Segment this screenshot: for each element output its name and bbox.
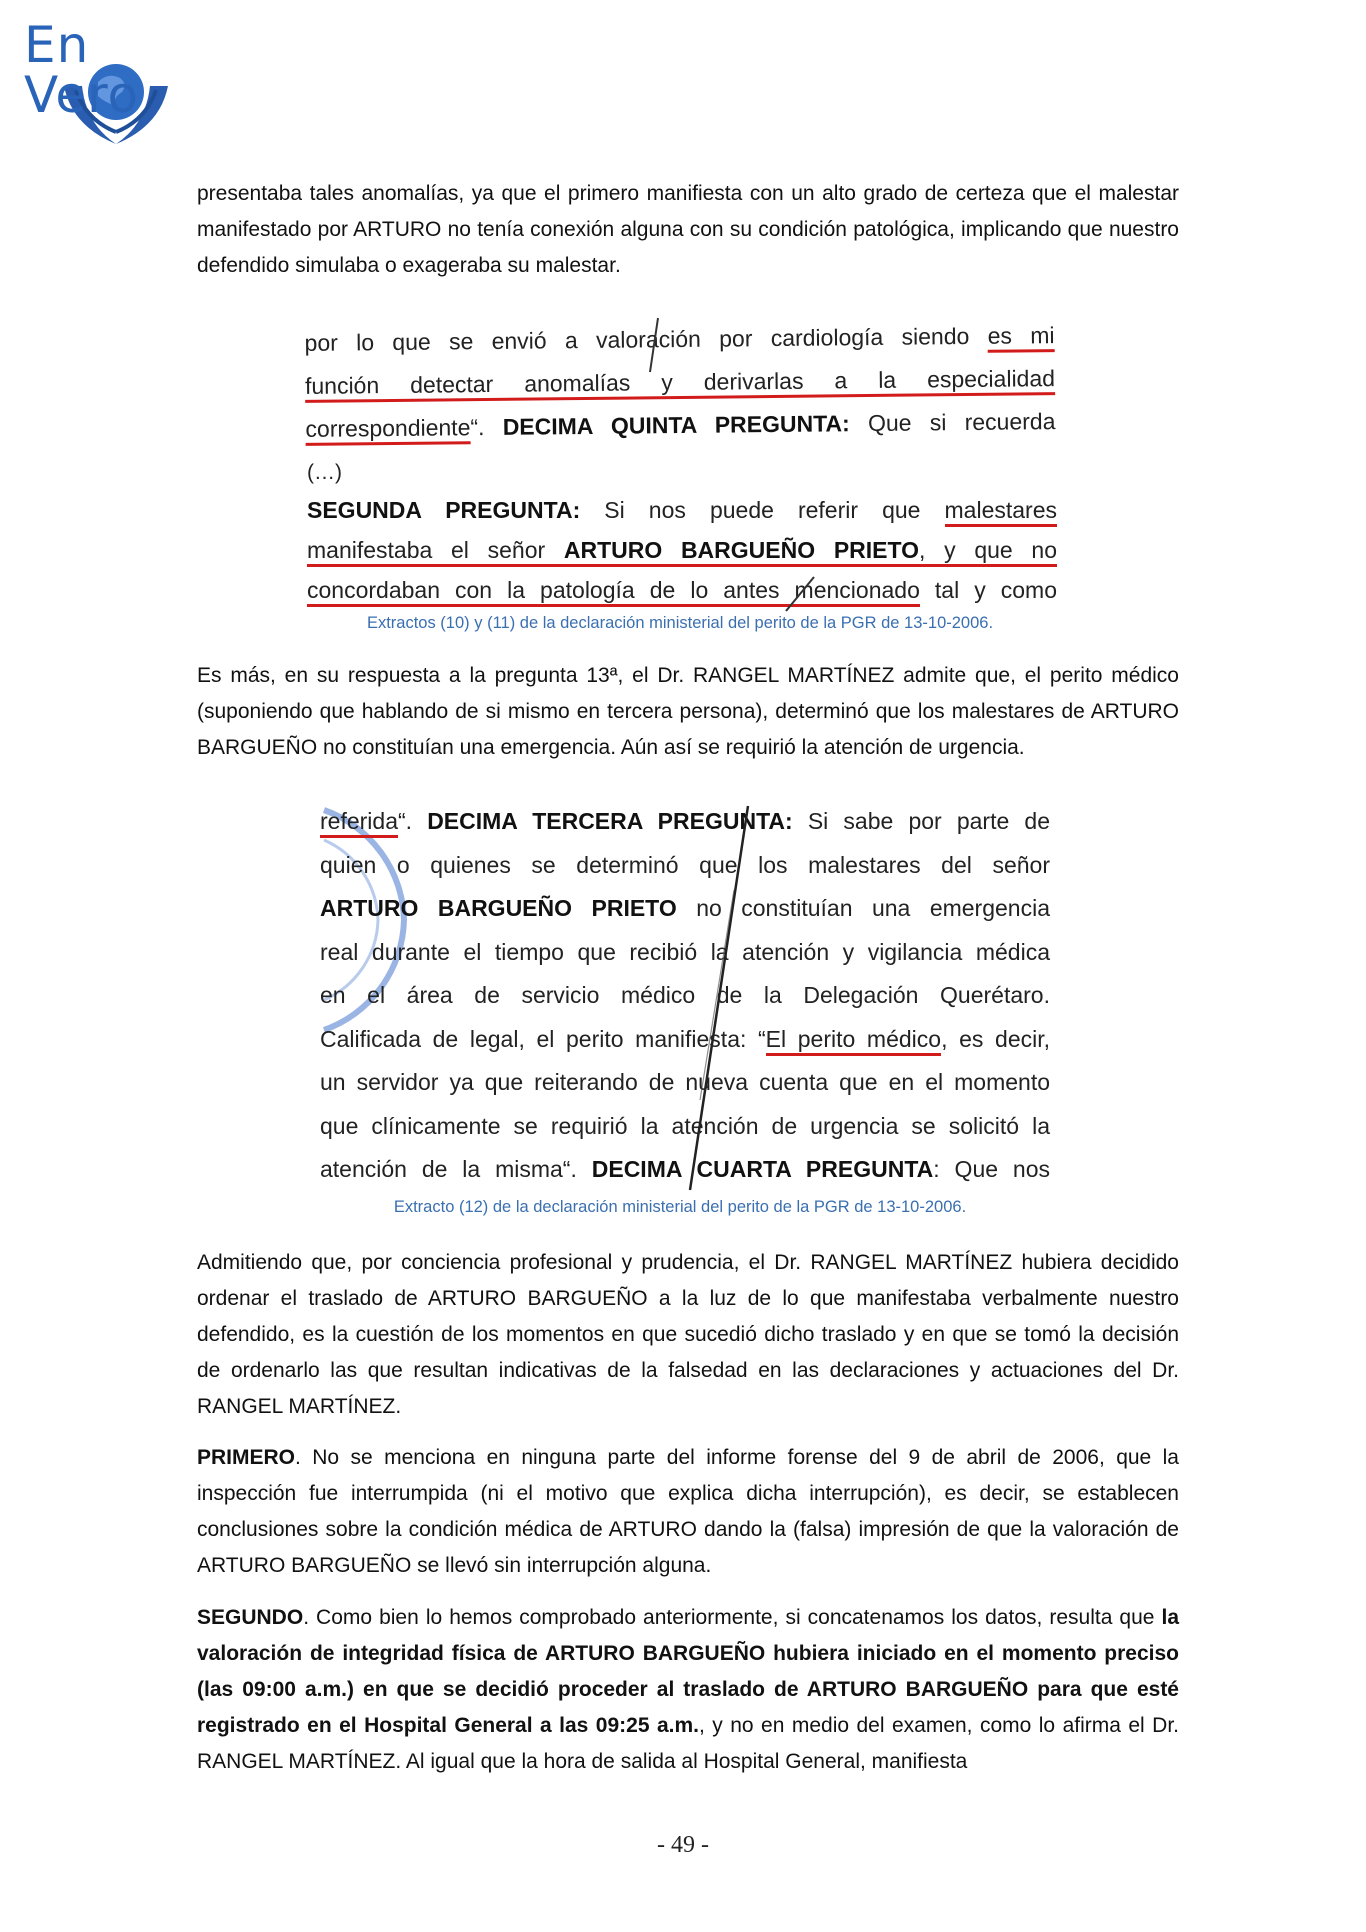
excerpt-2-line-7: un servidor ya que reiterando de nueva cuenta que en el momento: [320, 1069, 1050, 1095]
excerpt-2-line-8: que clínicamente se requirió la atención de urgencia se solicitó la: [320, 1112, 1050, 1139]
excerpt-2-line-3: ARTURO BARGUEÑO PRIETO no constituían una emergencia: [320, 895, 1050, 921]
logo-text: En Vero: [24, 16, 140, 124]
paragraph-5-label: SEGUNDO: [197, 1606, 304, 1629]
excerpt-1-line-7: concordaban con la patología de lo antes mencionado tal y como: [307, 570, 1057, 610]
excerpt-1-caption: Extractos (10) y (11) de la declaración ministerial del perito de la PGR de 13-10-2006.: [366, 614, 994, 632]
pen-mark-1: [640, 316, 670, 376]
page-number: - 49 -: [657, 1832, 709, 1858]
paragraph-4-text: . No se menciona en ninguna parte del informe forense del 9 de abril de 2006, que la inspección fue interrumpida (ni el motivo que explica dicha interrupción), es decir, se establecen conclusiones sobre la condición médica de ARTURO dando la (falsa) impresión de que la valoración de ARTURO BARGUEÑO se llevó sin interrupción alguna.: [197, 1446, 1179, 1577]
excerpt-2-caption: Extracto (12) de la declaración ministerial del perito de la PGR de 13-10-2006.: [393, 1198, 967, 1216]
excerpt-1-scan-lower: [307, 456, 1057, 610]
excerpt-2-line-5: en el área de servicio médico de la Delegación Querétaro.: [320, 982, 1050, 1008]
paragraph-4: [197, 1440, 1179, 1584]
excerpt-2-line-4: real durante el tiempo que recibió la atención y vigilancia médica: [320, 938, 1050, 965]
excerpt-1-line-3: correspondiente“. DECIMA QUINTA PREGUNTA: Que si recuerda: [305, 400, 1055, 451]
paragraph-5: SEGUNDO. Como bien lo hemos comprobado anteriormente, si concatenamos los datos, resulta que la valoración de integridad física de ARTURO BARGUEÑO hubiera iniciado en el momento preciso (las 09:00 a.m.) en que se decidió proceder al traslado de ARTURO BARGUEÑO para que esté registrado en el Hospital General a las 09:25 a.m., y no en medio del examen, como lo afirma el Dr. RANGEL MARTÍNEZ. Al igual que la hora de salida al Hospital General, manifiesta: [197, 1606, 1179, 1773]
excerpt-1-line-2: función detectar anomalías y derivarlas a la especialidad: [305, 357, 1055, 408]
excerpt-1-line-1: por lo que se envió a valoración por cardiología siendo es mi: [304, 322, 1055, 356]
excerpt-2-line-6: Calificada de legal, el perito manifiesta: “El perito médico, es decir,: [320, 1018, 1050, 1062]
excerpt-1-line-6: manifestaba el señor ARTURO BARGUEÑO PRIETO, y que no: [307, 530, 1057, 570]
paragraph-5-emphasis: la valoración de integridad física de ARTURO BARGUEÑO hubiera iniciado en el momento preciso (las 09:00 a.m.) en que se decidió proceder al traslado de ARTURO BARGUEÑO para que esté registrado en el Hospital General a las 09:25 a.m.: [197, 1606, 1179, 1737]
paragraph-1: presentaba tales anomalías, ya que el primero manifiesta con un alto grado de certeza que el malestar manifestado por ARTURO no tenía conexión alguna con su condición patológica, implicando que nuestro defendido simulaba o exageraba su malestar.: [197, 182, 1179, 277]
excerpt-2-line-9: atención de la misma“. DECIMA CUARTA PREGUNTA: Que nos: [320, 1156, 1050, 1182]
excerpt-2-line-1: referida“. DECIMA TERCERA PREGUNTA: Si sabe por parte de: [320, 800, 1050, 844]
excerpt-1-line-4: (…): [307, 461, 342, 484]
excerpt-1-scan: [304, 314, 1055, 451]
pen-mark-2: [780, 575, 820, 615]
excerpt-2-line-2: quien o quienes se determinó que los malestares del señor: [320, 851, 1050, 878]
pen-mark-3: [660, 800, 780, 1200]
excerpt-1-line-5: SEGUNDA PREGUNTA: Si nos puede referir que malestares: [307, 490, 1057, 530]
paragraph-2: Es más, en su respuesta a la pregunta 13ª, el Dr. RANGEL MARTÍNEZ admite que, el perito médico (suponiendo que hablando de si mismo en tercera persona), determinó que los malestares de ARTURO BARGUEÑO no constituían una emergencia. Aún así se requirió la atención de urgencia.: [197, 664, 1179, 759]
logo: [24, 16, 214, 160]
paragraph-3: Admitiendo que, por conciencia profesional y prudencia, el Dr. RANGEL MARTÍNEZ hubiera decidido ordenar el traslado de ARTURO BARGUEÑO a la luz de lo que manifestaba verbalmente nuestro defendido, es la cuestión de los momentos en que sucedió dicho traslado y en que se tomó la decisión de ordenarlo las que resultan indicativas de la falsedad en las declaraciones y actuaciones del Dr. RANGEL MARTÍNEZ.: [197, 1251, 1179, 1418]
paragraph-4-label: PRIMERO: [197, 1446, 296, 1469]
